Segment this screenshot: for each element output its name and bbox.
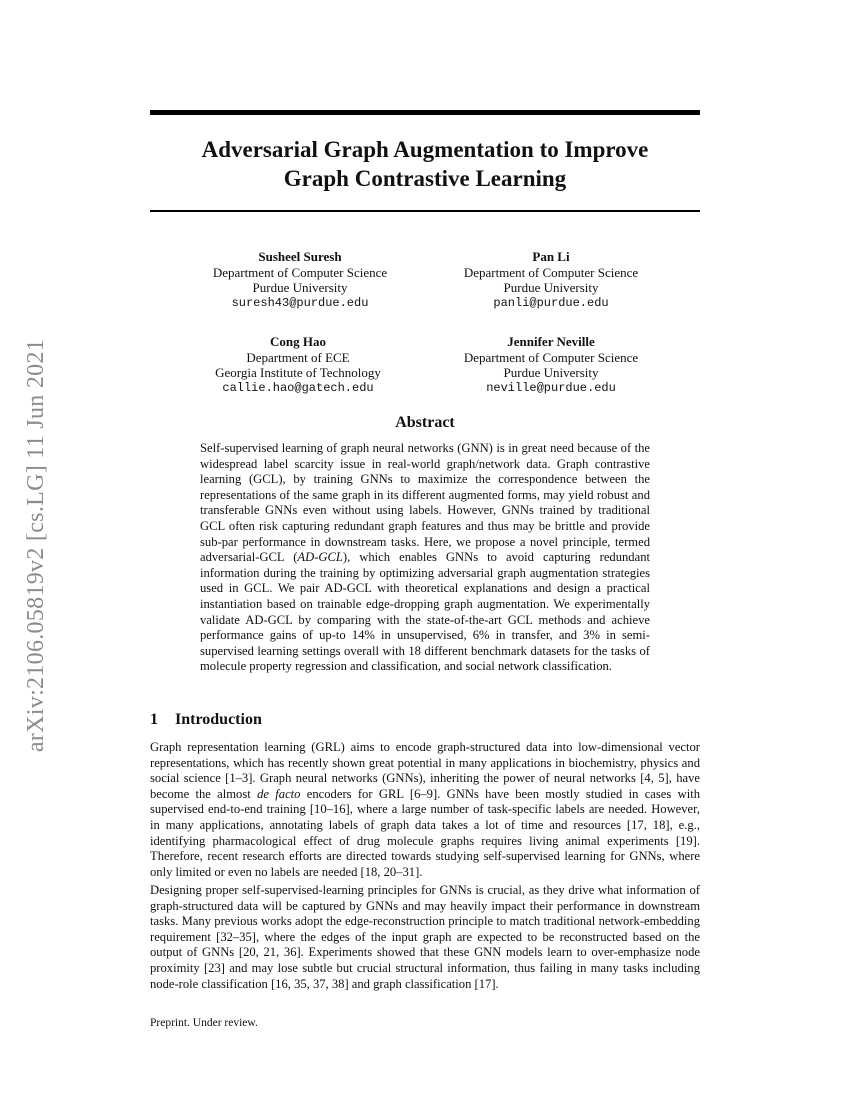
title-bottom-rule bbox=[150, 210, 700, 212]
author-block bbox=[180, 249, 420, 311]
author-institution: Georgia Institute of Technology bbox=[215, 365, 381, 380]
author-institution: Purdue University bbox=[252, 280, 348, 295]
abstract-text: Self-supervised learning of graph neural networks (GNN) is in great need because of the widespread label scarcity issue in real-world graph/network data. Graph contrastive learning (GCL), by training GNNs to maximize the correspondence between the representations of the same graph in its different augmented forms, may yield robust and transferable GNNs even without using labels. However, GNNs trained by traditional GCL often risk capturing redundant graph features and thus may be brittle and provide sub-par performance in downstream tasks. Here, we propose a novel principle, termed adversarial-GCL ( bbox=[200, 441, 650, 565]
title-top-rule bbox=[150, 110, 700, 115]
abstract-text: ), which enables GNNs to avoid capturing redundant information during the training by optimizing adversarial graph augmentation strategies used in GCL. We pair AD-GCL with theoretical explanations and design a practical instantiation based on trainable edge-dropping graph augmentation. We experimentally validate AD-GCL by comparing with the state-of-the-art GCL methods and achieve performance gains of up-to 14% in unsupervised, 6% in transfer, and 3% in semi-supervised learning settings overall with 18 different benchmark datasets for the tasks of molecule property regression and classification, and social network classification. bbox=[200, 550, 650, 674]
author-email: suresh43@purdue.edu bbox=[231, 295, 369, 310]
author-institution: Purdue University bbox=[503, 365, 599, 380]
arxiv-identifier-stamp bbox=[0, 300, 74, 790]
author-institution: Purdue University bbox=[503, 280, 599, 295]
author-department: Department of Computer Science bbox=[463, 264, 639, 280]
abstract-italic-term: AD-GCL bbox=[297, 550, 343, 565]
intro-text: Graph representation learning (GRL) aims to encode graph-structured data into low-dimensional vector representations, which has recently shown great potential in many applications in biochemistry, physics and social science [1–3]. Graph neural networks (GNNs), inheriting the power of neural networks [4, 5], have become the almost bbox=[150, 740, 700, 801]
title-line-2: Graph Contrastive Learning bbox=[283, 166, 567, 191]
section-number: 1 bbox=[150, 711, 158, 728]
arxiv-identifier-text: arXiv:2106.05819v2 [cs.LG] 11 Jun 2021 bbox=[23, 338, 50, 752]
author-email: neville@purdue.edu bbox=[486, 380, 616, 395]
author-department: Department of ECE bbox=[246, 349, 350, 365]
intro-text: encoders for GRL [6–9]. GNNs have been mostly studied in cases with supervised end-to-end training [10–16], where a large number of task-specific labels are needed. However, in many applications, annotating labels of graph data takes a lot of time and resources [17, 18], e.g., identifying pharmacological effect of drug molecule graphs requires living animal experiments [19]. Therefore, recent research efforts are directed towards studying self-supervised learning for GNNs, where only limited or even no labels are needed [18, 20–31]. bbox=[150, 786, 700, 879]
paper-title bbox=[150, 135, 700, 193]
section-heading bbox=[150, 711, 262, 729]
author-name: Susheel Suresh bbox=[258, 249, 342, 264]
abstract-body bbox=[200, 441, 650, 675]
intro-paragraph bbox=[150, 740, 700, 880]
author-name: Pan Li bbox=[532, 249, 570, 264]
author-email: callie.hao@gatech.edu bbox=[222, 380, 374, 395]
author-email: panli@purdue.edu bbox=[493, 295, 609, 310]
author-name: Jennifer Neville bbox=[507, 334, 595, 349]
author-block bbox=[431, 334, 671, 396]
section-title: Introduction bbox=[175, 711, 262, 728]
preprint-footer: Preprint. Under review. bbox=[150, 1017, 258, 1029]
intro-paragraph: Designing proper self-supervised-learning principles for GNNs is crucial, as they drive what information of graph-structured data will be captured by GNNs and may heavily impact their performance in downstream tasks. Many previous works adopt the edge-reconstruction principle to match traditional network-embedding requirement [32–35], where the edges of the input graph are expected to be reconstructed based on the output of GNNs [20, 21, 36]. Experiments showed that these GNN models learn to over-emphasize node proximity [23] and may lose subtle but crucial structural information, thus failing in many tasks including node-role classification [16, 35, 37, 38] and graph classification [17]. bbox=[150, 883, 700, 991]
abstract-heading: Abstract bbox=[395, 414, 455, 431]
author-block bbox=[178, 334, 418, 396]
author-department: Department of Computer Science bbox=[212, 264, 388, 280]
title-line-1: Adversarial Graph Augmentation to Improve bbox=[201, 137, 649, 162]
author-department: Department of Computer Science bbox=[463, 349, 639, 365]
intro-italic-term: de facto bbox=[257, 786, 301, 801]
author-block bbox=[431, 249, 671, 311]
author-name: Cong Hao bbox=[270, 334, 326, 349]
